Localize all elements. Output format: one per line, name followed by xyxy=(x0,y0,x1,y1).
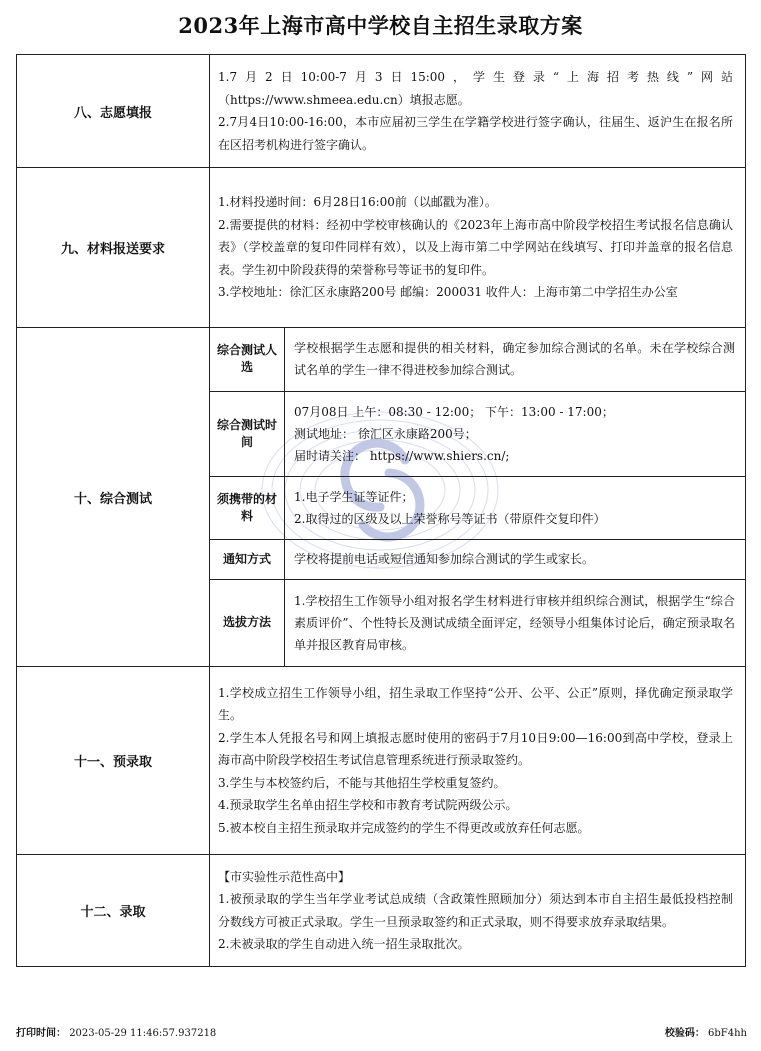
print-time-value: 2023-05-29 11:46:57.937218 xyxy=(69,1028,217,1039)
section-label-10: 十、综合测试 xyxy=(17,328,210,667)
print-time-label: 打印时间： xyxy=(16,1028,66,1039)
section-label-8: 八、志愿填报 xyxy=(17,55,210,168)
section-row-12 xyxy=(17,855,746,967)
section-content-10 xyxy=(210,328,746,667)
subtable-row xyxy=(210,391,745,476)
content-line: 1.7月2日10:00-7月3日15:00，学生登录“上海招考热线”网站（https://www.shmeea.edu.cn）填报志愿。 xyxy=(218,70,733,107)
check-code-label: 校验码： xyxy=(664,1028,705,1039)
sub-content-time xyxy=(285,391,746,476)
section-label-11: 十一、预录取 xyxy=(17,667,210,855)
content-line: 3.学生与本校签约后，不能与其他招生学校重复签约。 xyxy=(218,775,506,790)
content-line: 4.预录取学生名单由招生学校和市教育考试院两级公示。 xyxy=(218,798,518,813)
content-line: 2.学生本人凭报名号和网上填报志愿时使用的密码于7月10日9:00—16:00到高中学校，登录上海市高中阶段学校招生考试信息管理系统进行预录取签约。 xyxy=(218,730,733,768)
sub-label-selection: 选拔方法 xyxy=(210,579,285,666)
content-line: 1.电子学生证等证件； xyxy=(294,489,414,504)
content-line: 07月08日 上午：08:30 - 12:00； 下午：13:00 - 17:00； xyxy=(294,404,614,419)
sub-label-candidates: 综合测试人选 xyxy=(210,328,285,391)
content-line: 5.被本校自主招生预录取并完成签约的学生不得更改或放弃任何志愿。 xyxy=(218,820,590,835)
content-line: 届时请关注： https://www.shiers.cn/; xyxy=(294,448,510,463)
content-line: 2.需要提供的材料：经初中学校审核确认的《2023年上海市高中阶段学校招生考试报名信息确认表》（学校盖章的复印件同样有效），以及上海市第二中学网站在线填写、打印并盖章的报名信息表。学生初中阶段获得的荣誉称号等证书的复印件。 xyxy=(218,217,733,277)
section-label-9: 九、材料报送要求 xyxy=(17,168,210,328)
comprehensive-test-subtable xyxy=(210,328,745,666)
admission-plan-table xyxy=(16,54,746,967)
content-line: 2.未被录取的学生自动进入统一招生录取批次。 xyxy=(218,937,470,951)
check-code xyxy=(665,1024,747,1039)
content-line: 2.取得过的区级及以上荣誉称号等证书（带原件交复印件） xyxy=(294,511,606,526)
subtable-row xyxy=(210,579,745,666)
content-line: 2.7月4日10:00-16:00，本市应届初三学生在学籍学校进行签字确认，往届生、返沪生在报名所在区招考机构进行签字确认。 xyxy=(218,115,733,152)
content-line: 学校将提前电话或短信通知参加综合测试的学生或家长。 xyxy=(294,552,595,566)
content-line: 【市实验性示范性高中】 xyxy=(218,869,351,884)
content-line: 1.被预录取的学生当年学业考试总成绩（含政策性照顾加分）须达到本市自主招生最低投档控制分数线方可被正式录取。学生一旦预录取签约和正式录取，则不得要求放弃录取结果。 xyxy=(218,892,733,929)
section-label-12: 十二、录取 xyxy=(17,855,210,967)
sub-content-selection xyxy=(285,579,746,666)
content-line: 1.学校招生工作领导小组对报名学生材料进行审核并组织综合测试，根据学生“综合素质评价”、个性特长及测试成绩全面评定，经领导小组集体讨论后，确定预录取名单并报区教育局审核。 xyxy=(294,593,735,652)
content-line: 测试地址： 徐汇区永康路200号； xyxy=(294,426,477,441)
subtable-row xyxy=(210,539,745,579)
section-row-8 xyxy=(17,55,746,168)
section-content-8 xyxy=(210,55,746,168)
content-line: 学校根据学生志愿和提供的相关材料，确定参加综合测试的名单。未在学校综合测试名单的学生一律不得进校参加综合测试。 xyxy=(294,341,735,378)
sub-content-materials xyxy=(285,476,746,539)
content-line: 1.材料投递时间：6月28日16:00前（以邮戳为准）。 xyxy=(218,195,497,210)
section-content-12 xyxy=(210,855,746,967)
section-row-11 xyxy=(17,667,746,855)
section-row-10 xyxy=(17,328,746,667)
sub-content-candidates xyxy=(285,328,746,391)
subtable-row xyxy=(210,328,745,391)
subtable-row xyxy=(210,476,745,539)
print-time xyxy=(16,1024,216,1039)
sub-content-notification xyxy=(285,539,746,579)
section-content-11 xyxy=(210,667,746,855)
content-line: 1.学校成立招生工作领导小组，招生录取工作坚持“公开、公平、公正”原则，择优确定预录取学生。 xyxy=(218,685,733,723)
sub-label-materials: 须携带的材料 xyxy=(210,476,285,539)
section-row-9 xyxy=(17,168,746,328)
page-title: 2023年上海市高中学校自主招生录取方案 xyxy=(178,13,583,38)
check-code-value: 6bF4hh xyxy=(708,1028,747,1039)
section-content-9 xyxy=(210,168,746,328)
content-line: 3.学校地址：徐汇区永康路200号 邮编：200031 收件人：上海市第二中学招生办公室 xyxy=(218,285,678,300)
sub-label-notification: 通知方式 xyxy=(210,539,285,579)
sub-label-time: 综合测试时间 xyxy=(210,391,285,476)
